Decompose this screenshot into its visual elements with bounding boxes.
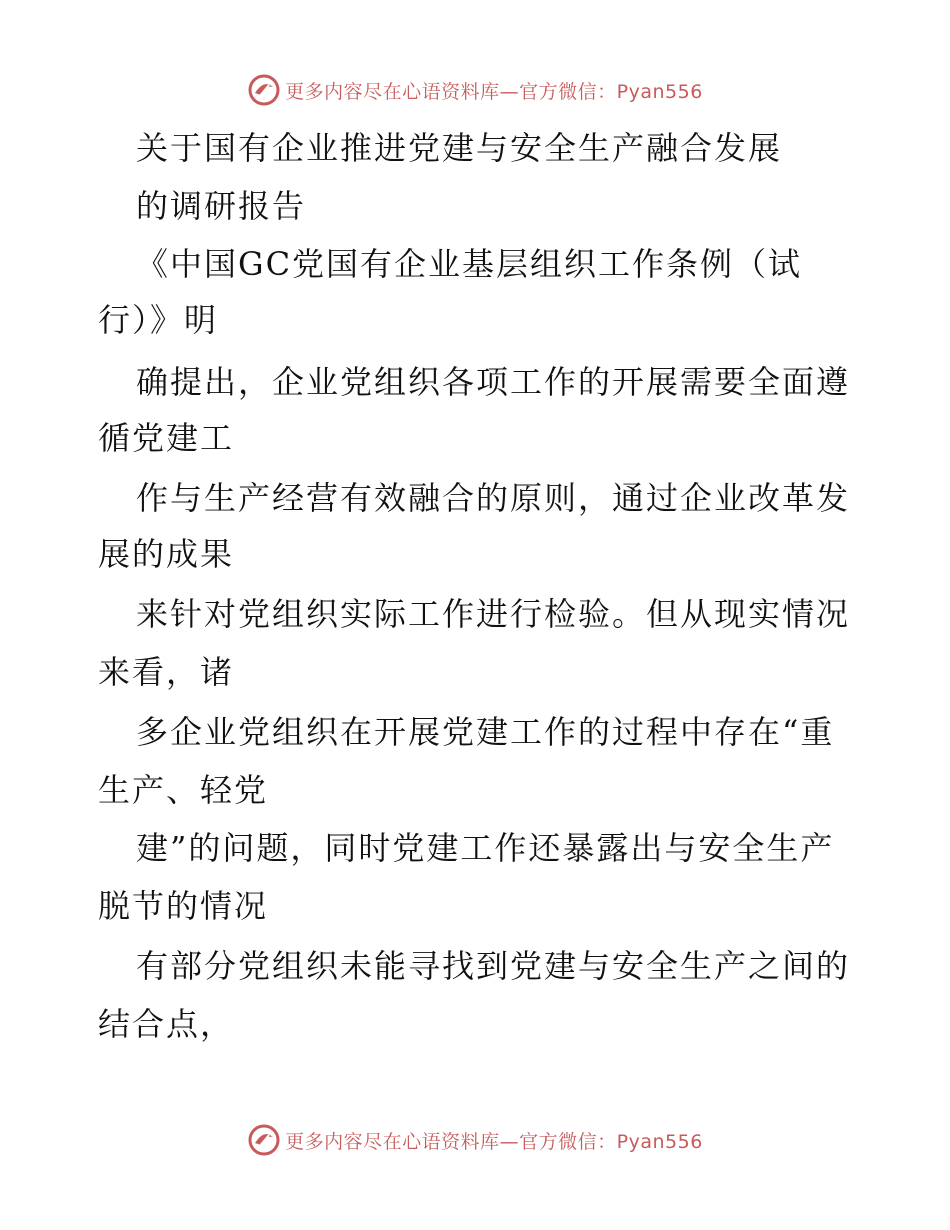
footer-watermark-banner [0,1120,950,1160]
body-line: 结合点， [98,1005,235,1043]
body-line: 行）》明 [98,301,219,339]
body-line: 多企业党组织在开展党建工作的过程中存在“重 [136,713,835,751]
header-banner-text: 更多内容尽在心语资料库—官方微信：Pyan556 [285,80,703,103]
body-line: 确提出，企业党组织各项工作的开展需要全面遵 [136,363,851,401]
header-watermark-banner [0,70,950,110]
body-line: 《中国GC党国有企业基层组织工作条例（试 [136,245,803,283]
body-line: 脱节的情况 [98,887,269,925]
body-line: 生产、轻党 [98,771,269,809]
body-line: 有部分党组织未能寻找到党建与安全生产之间的 [136,947,851,985]
body-line: 来针对党组织实际工作进行检验。但从现实情况 [136,595,851,633]
body-line: 建”的问题，同时党建工作还暴露出与安全生产 [136,829,835,867]
red-swirl-logo-icon [247,1123,281,1157]
body-line: 展的成果 [98,535,235,573]
doc-title-line-2: 的调研报告 [136,187,307,225]
body-line: 来看，诸 [98,653,235,691]
doc-title-line-1: 关于国有企业推进党建与安全生产融合发展 [136,129,783,167]
red-swirl-logo-icon [247,73,281,107]
body-line: 循党建工 [98,419,235,457]
body-line: 作与生产经营有效融合的原则，通过企业改革发 [136,479,851,517]
footer-banner-text: 更多内容尽在心语资料库—官方微信：Pyan556 [285,1130,703,1153]
